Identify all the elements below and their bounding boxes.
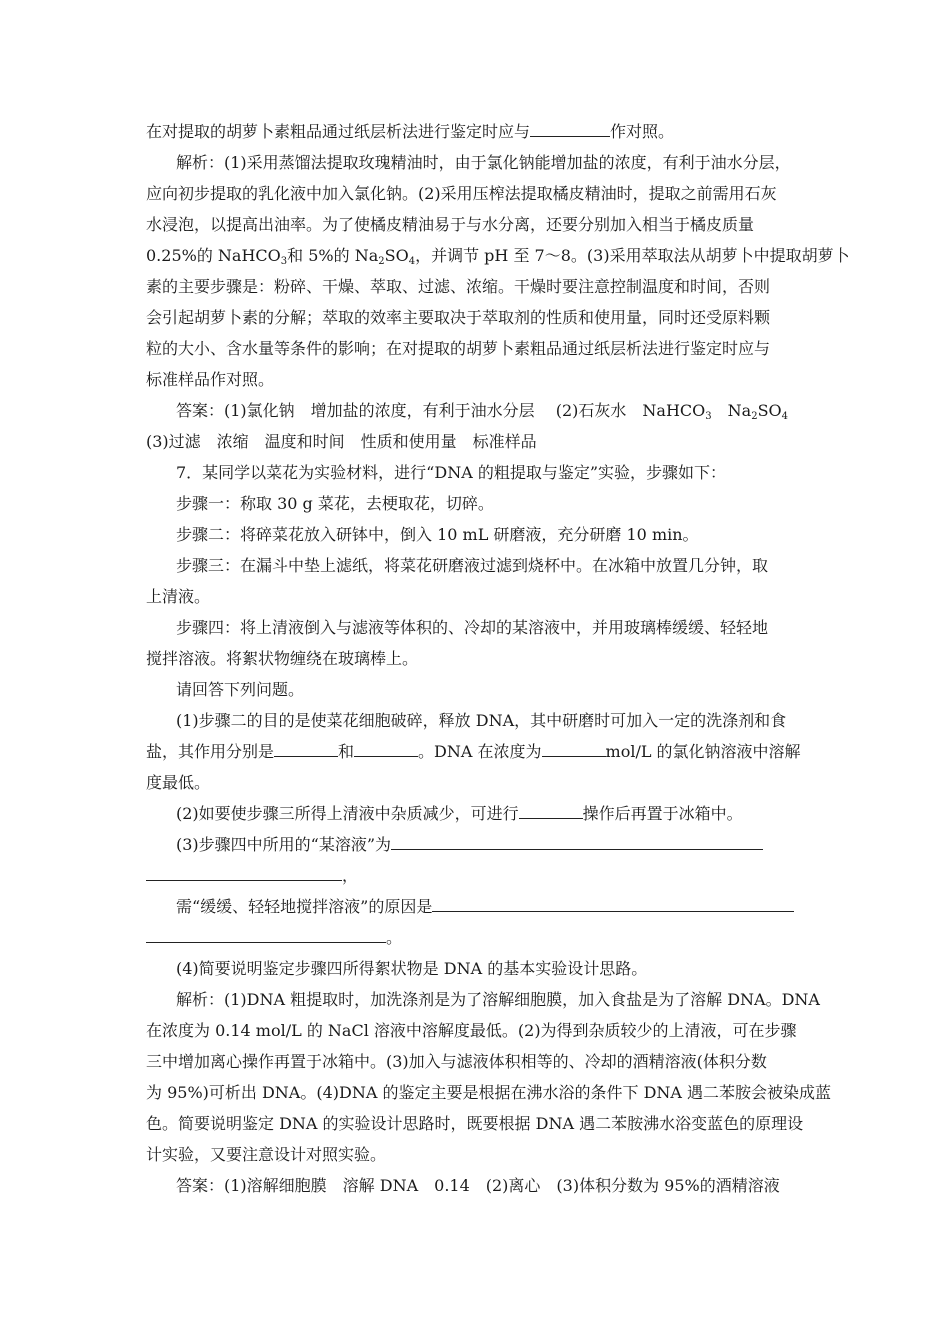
analysis-7-line-2: 在浓度为 0.14 mol/L 的 NaCl 溶液中溶解度最低。(2)为得到杂质较少的上清液，可在步骤 (146, 1021, 797, 1040)
text: mol/L 的氯化钠溶液中溶解 (605, 742, 801, 761)
analysis-6-line-3: 水浸泡，以提高出油率。为了使橘皮精油易于与水分离，还要分别加入相当于橘皮质量 (146, 215, 755, 234)
text: 和 (338, 742, 355, 761)
step-3-line-1: 步骤三：在漏斗中垫上滤纸，将菜花研磨液过滤到烧杯中。在冰箱中放置几分钟，取 (176, 556, 769, 575)
text: Na (711, 401, 752, 420)
text: 盐，其作用分别是 (146, 742, 275, 761)
part-1-line-1: (1)步骤二的目的是使菜花细胞破碎，释放 DNA，其中研磨时可加入一定的洗涤剂和食 (176, 711, 787, 730)
analysis-7-line-1: 解析：(1)DNA 粗提取时，加洗涤剂是为了溶解细胞膜，加入食盐是为了溶解 DNA。DNA (176, 990, 820, 1009)
text: (3)步骤四中所用的“某溶液”为 (176, 835, 392, 854)
subscript: 4 (408, 256, 416, 267)
part-3-line-2 (146, 866, 358, 888)
text: 需“缓缓、轻轻地搅拌溶液”的原因是 (176, 897, 433, 916)
answer-blank (542, 742, 606, 757)
answer-blank (146, 928, 386, 943)
q6-tail-line (146, 122, 674, 144)
text: 作对照。 (610, 122, 675, 141)
text: ，并调节 pH 至 7～8。(3)采用萃取法从胡萝卜中提取胡萝卜 (415, 246, 850, 265)
question-7-stem: 7．某同学以菜花为实验材料，进行“DNA 的粗提取与鉴定”实验，步骤如下： (176, 463, 727, 482)
subscript: 2 (378, 256, 385, 267)
answer-blank (391, 835, 763, 850)
part-4: (4)简要说明鉴定步骤四所得絮状物是 DNA 的基本实验设计思路。 (176, 959, 648, 978)
analysis-6-line-4 (146, 246, 850, 268)
step-4-line-1: 步骤四：将上清液倒入与滤液等体积的、冷却的某溶液中，并用玻璃棒缓缓、轻轻地 (176, 618, 769, 637)
analysis-6-line-8: 标准样品作对照。 (146, 370, 275, 389)
text: (2)如要使步骤三所得上清液中杂质减少，可进行 (176, 804, 519, 823)
text: 和 5%的 Na (287, 246, 379, 265)
analysis-7-line-5: 色。简要说明鉴定 DNA 的实验设计思路时，既要根据 DNA 遇二苯胺沸水浴变蓝色的原理设 (146, 1114, 804, 1133)
answer-blank (530, 122, 610, 137)
text: 。 (386, 928, 403, 947)
subscript: 3 (705, 411, 712, 422)
text: SO (384, 246, 409, 265)
answer-blank (274, 742, 338, 757)
text: ， (342, 866, 359, 885)
answer-blank (432, 897, 794, 912)
step-2: 步骤二：将碎菜花放入研钵中，倒入 10 mL 研磨液，充分研磨 10 min。 (176, 525, 699, 544)
answer-6-line-2: (3)过滤 浓缩 温度和时间 性质和使用量 标准样品 (146, 432, 537, 451)
part-3-line-1 (176, 835, 763, 857)
text: 0.25%的 NaHCO (146, 246, 281, 265)
answer-blank (146, 866, 342, 881)
text: 答案：(1)氯化钠 增加盐的浓度，有利于油水分层 (2)石灰水 NaHCO (176, 401, 706, 420)
subscript: 3 (280, 256, 288, 267)
analysis-6-line-6: 会引起胡萝卜素的分解；萃取的效率主要取决于萃取剂的性质和使用量，同时还受原料颗 (146, 308, 771, 327)
analysis-7-line-6: 计实验，又要注意设计对照实验。 (146, 1145, 387, 1164)
question-prompt: 请回答下列问题。 (176, 680, 305, 699)
answer-7: 答案：(1)溶解细胞膜 溶解 DNA 0.14 (2)离心 (3)体积分数为 95%的酒精溶液 (176, 1176, 780, 1195)
step-3-line-2: 上清液。 (146, 587, 211, 606)
subscript: 2 (751, 411, 758, 422)
text: 操作后再置于冰箱中。 (582, 804, 743, 823)
part-3-line-4 (146, 928, 402, 950)
part-3-line-3 (176, 897, 794, 919)
text: 。DNA 在浓度为 (418, 742, 542, 761)
analysis-6-line-2: 应向初步提取的乳化液中加入氯化钠。(2)采用压榨法提取橘皮精油时，提取之前需用石灰 (146, 184, 777, 203)
analysis-6-line-1: 解析：(1)采用蒸馏法提取玫瑰精油时，由于氯化钠能增加盐的浓度，有利于油水分层， (176, 153, 791, 172)
text: SO (757, 401, 782, 420)
subscript: 4 (781, 411, 789, 422)
text: 在对提取的胡萝卜素粗品通过纸层析法进行鉴定时应与 (146, 122, 531, 141)
part-1-line-2 (146, 742, 801, 764)
analysis-7-line-4: 为 95%)可析出 DNA。(4)DNA 的鉴定主要是根据在沸水浴的条件下 DNA 遇二苯胺会被染成蓝 (146, 1083, 832, 1102)
part-1-line-3: 度最低。 (146, 773, 211, 792)
analysis-6-line-5: 素的主要步骤是：粉碎、干燥、萃取、过滤、浓缩。干燥时要注意控制温度和时间，否则 (146, 277, 771, 296)
step-4-line-2: 搅拌溶液。将絮状物缠绕在玻璃棒上。 (146, 649, 419, 668)
analysis-6-line-7: 粒的大小、含水量等条件的影响；在对提取的胡萝卜素粗品通过纸层析法进行鉴定时应与 (146, 339, 771, 358)
step-1: 步骤一：称取 30 g 菜花，去梗取花，切碎。 (176, 494, 494, 513)
analysis-7-line-3: 三中增加离心操作再置于冰箱中。(3)加入与滤液体积相等的、冷却的酒精溶液(体积分数 (146, 1052, 767, 1071)
answer-blank (519, 804, 583, 819)
part-2 (176, 804, 743, 826)
answer-blank (354, 742, 418, 757)
answer-6-line-1 (176, 401, 788, 423)
